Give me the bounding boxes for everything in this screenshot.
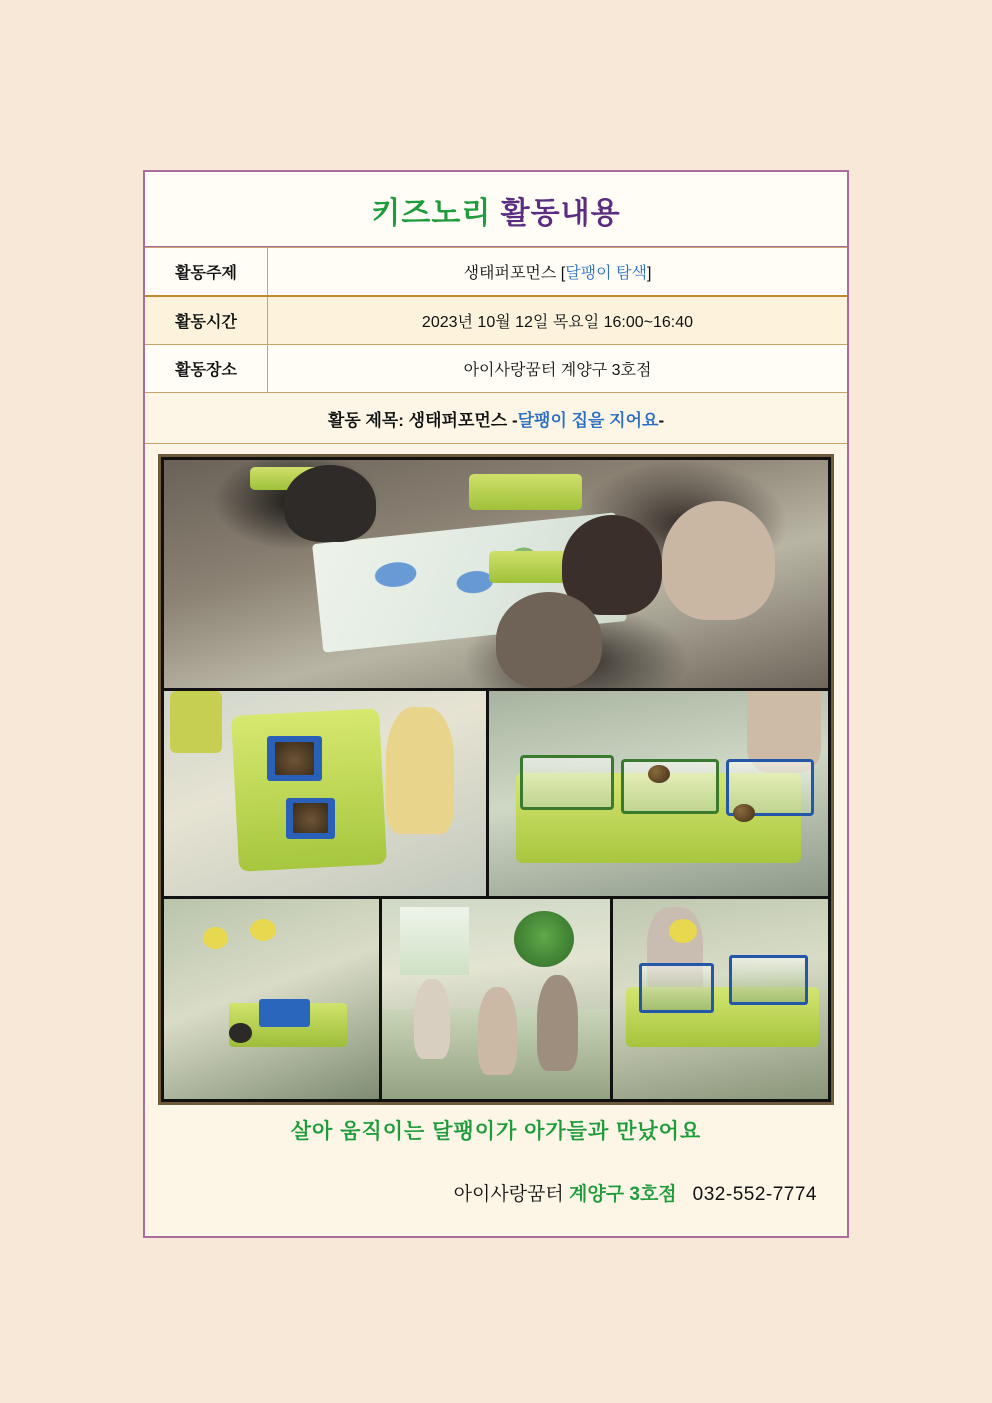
- activity-subtitle: [145, 393, 847, 444]
- photo-blue-containers: [613, 899, 828, 1099]
- footer-org: 아이사랑꿈터: [453, 1184, 570, 1205]
- photo-4-image: [164, 899, 379, 1099]
- table-shape: [469, 474, 582, 510]
- snail-shape: [733, 804, 755, 822]
- person-shape: [537, 975, 578, 1071]
- subject-text: 생태퍼포먼스 [: [463, 265, 566, 282]
- subtitle-suffix: -: [658, 411, 665, 430]
- person-shape: [496, 592, 602, 688]
- photo-2-image: [164, 691, 486, 896]
- photo-children-activity: [164, 899, 379, 1099]
- snail-card: [286, 798, 334, 839]
- activity-report-page: [143, 170, 849, 1238]
- row-value-time: 2023년 10월 12일 목요일 16:00~16:40: [268, 296, 848, 345]
- photo-3-image: [489, 691, 828, 896]
- row-label-place: 활동장소: [145, 345, 268, 393]
- page-title: [145, 172, 847, 247]
- yellow-hat: [203, 927, 229, 949]
- photo-classroom-overview: [164, 460, 828, 688]
- footer-phone: 032-552-7774: [692, 1184, 817, 1205]
- row-value-place: 아이사랑꿈터 계양구 3호점: [268, 345, 848, 393]
- collage-row-top: [164, 460, 828, 688]
- footer-contact: [145, 1157, 847, 1206]
- photo-5-image: [382, 899, 610, 1099]
- page-title-part2: 활동내용: [500, 197, 621, 230]
- window-shape: [400, 907, 468, 975]
- page-title-part1: 키즈노리: [371, 197, 501, 230]
- table-row: [145, 296, 847, 345]
- subtitle-highlight: 달팽이 집을 지어요: [517, 411, 659, 430]
- person-shape: [414, 979, 450, 1059]
- photo-collage-frame: [158, 454, 834, 1105]
- snail-box: [621, 759, 719, 814]
- collage-row-middle: [164, 691, 828, 896]
- snail-card: [267, 736, 322, 781]
- table-row: [145, 345, 847, 393]
- yellow-hat: [250, 919, 276, 941]
- person-shape: [386, 707, 454, 834]
- yellow-hat: [669, 919, 697, 943]
- person-shape: [170, 691, 222, 753]
- footer-branch: 계양구 3호점: [569, 1184, 677, 1205]
- row-label-subject: 활동주제: [145, 248, 268, 297]
- snail-box: [520, 755, 614, 810]
- subtitle-prefix: 활동 제목: 생태퍼포먼스 -: [327, 411, 518, 430]
- green-board: [231, 708, 387, 871]
- photo-snail-cards: [164, 691, 486, 896]
- person-shape: [229, 1023, 253, 1043]
- table-row: [145, 248, 847, 297]
- person-shape: [662, 501, 775, 620]
- row-value-subject: [268, 248, 848, 297]
- photo-classroom-seated: [382, 899, 610, 1099]
- subject-tail: ]: [646, 265, 652, 282]
- snail-box: [259, 999, 311, 1027]
- photo-snail-containers: [489, 691, 828, 896]
- activity-info-table: [145, 247, 847, 393]
- person-shape: [284, 465, 377, 543]
- photo-collage: [164, 460, 828, 1099]
- tree-shape: [514, 911, 573, 967]
- collage-row-bottom: [164, 899, 828, 1099]
- snail-box: [639, 963, 714, 1013]
- row-label-time: 활동시간: [145, 296, 268, 345]
- photo-1-image: [164, 460, 828, 688]
- photo-caption: 살아 움직이는 달팽이가 아가들과 만났어요: [145, 1105, 847, 1157]
- subject-highlight: 달팽이 탐색: [565, 265, 647, 282]
- snail-shape: [648, 765, 670, 783]
- person-shape: [478, 987, 517, 1075]
- photo-6-image: [613, 899, 828, 1099]
- snail-box: [729, 955, 808, 1005]
